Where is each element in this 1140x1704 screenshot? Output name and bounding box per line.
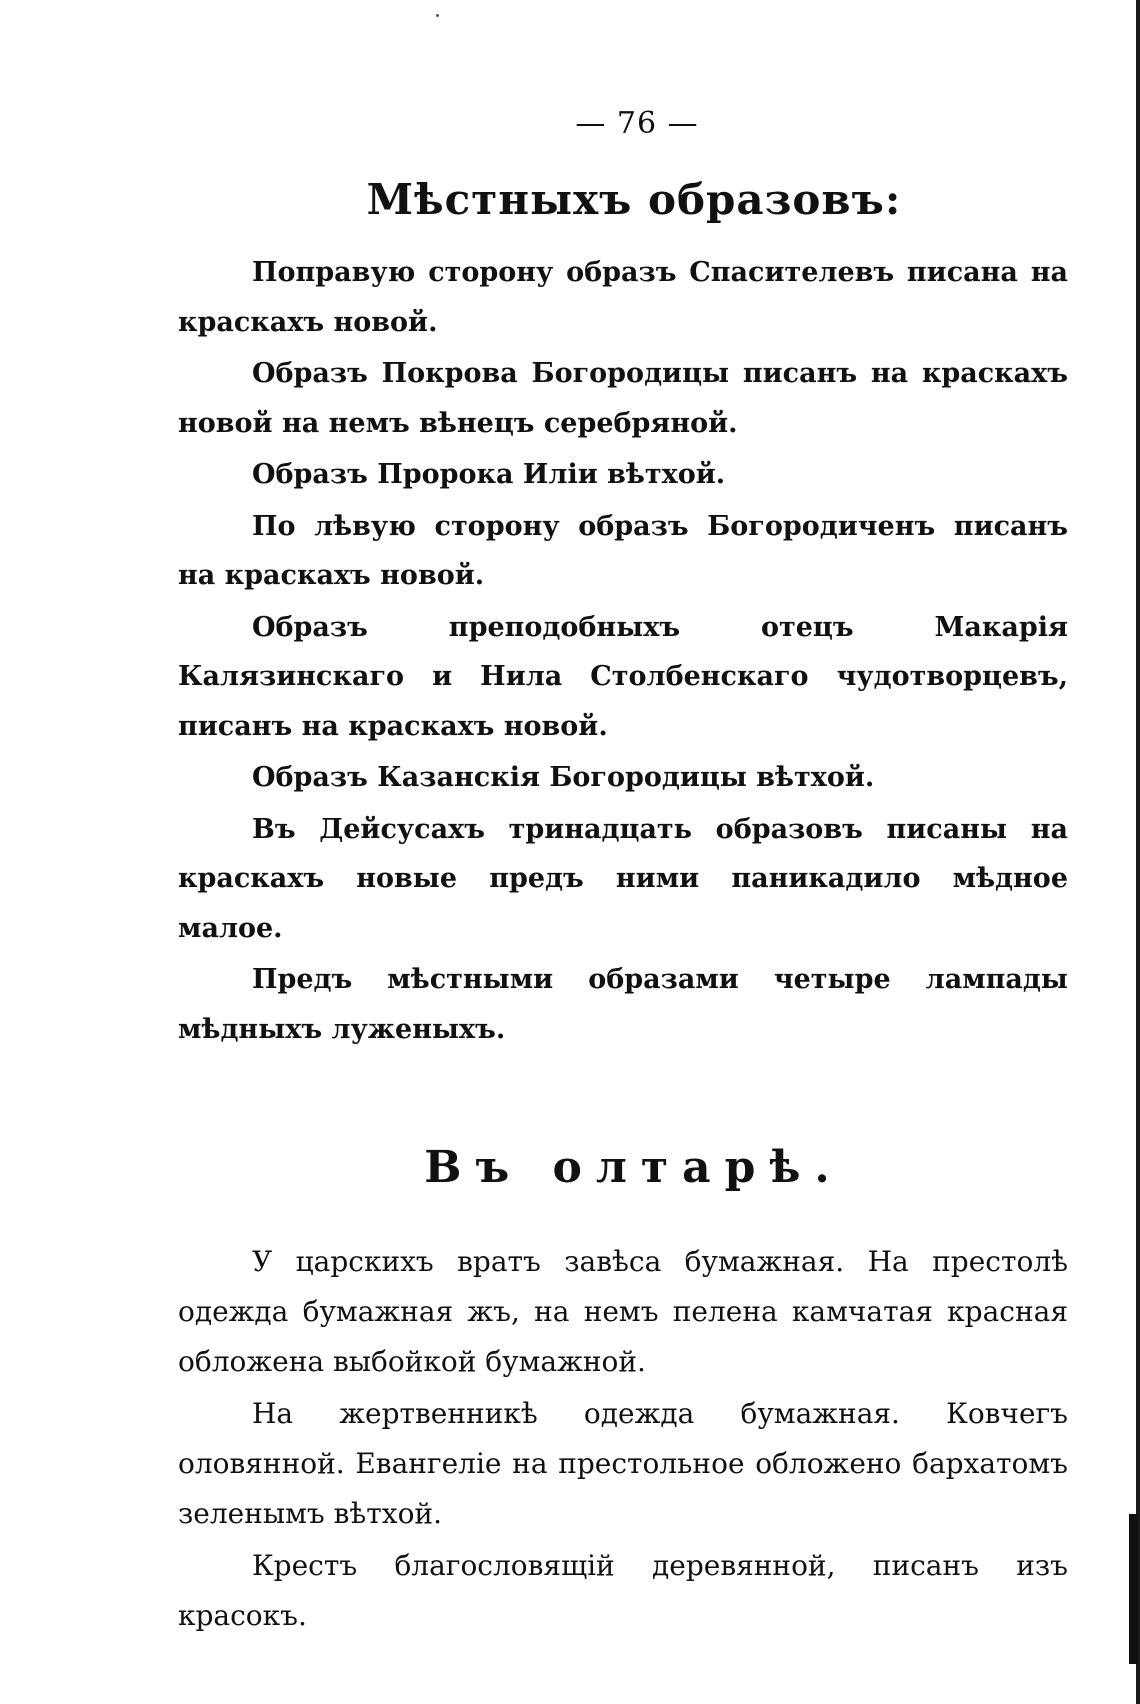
paragraph: Образъ преподобныхъ отецъ Макарія Калязинскаго и Нила Столбенскаго чудотворцевъ, писанъ на краскахъ новой. — [178, 611, 1068, 742]
paragraph: Образъ Казанскія Богородицы вѣтхой. — [252, 762, 875, 793]
paragraph: Образъ Покрова Богородицы писанъ на краскахъ новой на немъ вѣнецъ серебряной. — [178, 358, 1068, 439]
page-content — [178, 106, 1068, 1643]
paragraph: У царскихъ вратъ завѣса бумажная. На престолѣ одежда бумажная жъ, на немъ пелена камчатая красная обложена выбойкой бумажной. — [178, 1245, 1068, 1378]
paragraph: Крестъ благословящій деревянной, писанъ изъ красокъ. — [178, 1549, 1068, 1632]
section-heading: Въ олтарѣ. — [424, 1142, 844, 1193]
paragraph: На жертвенникѣ одежда бумажная. Ковчегъ оловянной. Евангеліе на престольное обложено бархатомъ зеленымъ вѣтхой. — [178, 1397, 1068, 1530]
paragraph: Поправую сторону образъ Спасителевъ писана на краскахъ новой. — [178, 257, 1068, 338]
paragraph: Предъ мѣстными образами четыре лампады мѣдныхъ луженыхъ. — [178, 964, 1068, 1045]
section-altar — [178, 1142, 1068, 1641]
scan-page-edge — [1136, 0, 1140, 1704]
paragraph: Въ Дейсусахъ тринадцать образовъ писаны на краскахъ новые предъ ними паникадило мѣдное малое. — [178, 813, 1068, 944]
section-heading: Мѣстныхъ образовъ: — [366, 175, 902, 224]
paragraph: По лѣвую сторону образъ Богородиченъ писанъ на краскахъ новой. — [178, 510, 1068, 591]
page-number: — 76 — — [575, 106, 699, 141]
scan-edge-mark — [1129, 1514, 1138, 1664]
paragraph: Образъ Пророка Иліи вѣтхой. — [252, 459, 726, 490]
scan-artifact-dot — [436, 14, 439, 17]
section-local-icons — [178, 175, 1068, 1054]
